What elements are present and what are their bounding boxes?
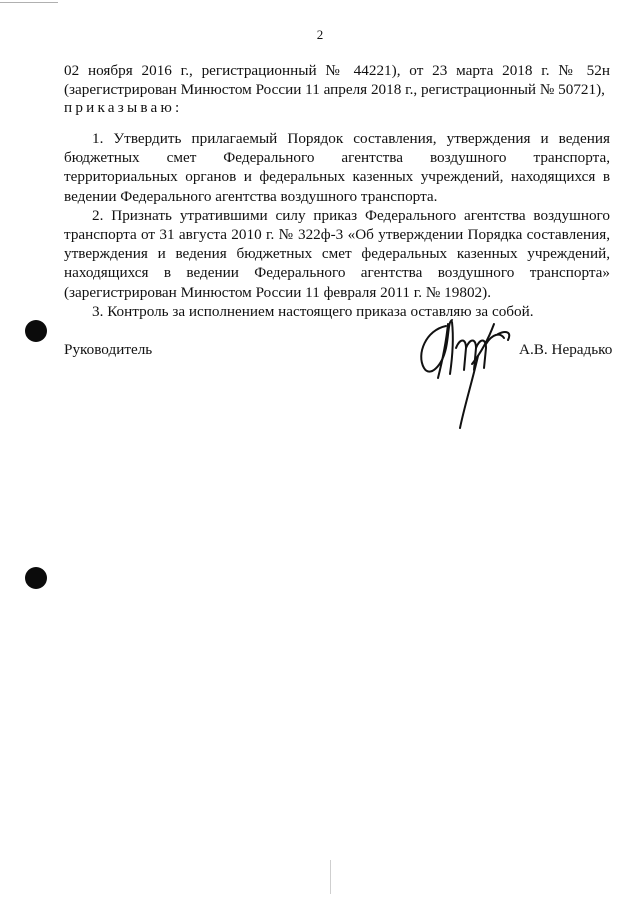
paper-crease xyxy=(330,860,331,894)
signatory-role: Руководитель xyxy=(64,341,153,358)
clause-2: 2. Признать утратившими силу приказ Федерального агентства воздушного транспорта от 31 августа 2010 г. № 322ф-3 «Об утверждении Порядка составления, утверждения и ведения бюджетных смет федеральных казенных учреждений, находящихся в ведении Федерального агентства воздушного транспорта» (зарегистрирован Минюстом России 11 февраля 2011 г. № 19802). xyxy=(64,206,610,301)
order-word: приказываю: xyxy=(64,99,183,116)
scan-edge-line xyxy=(0,2,58,3)
binder-hole-lower xyxy=(25,567,47,589)
order-clauses xyxy=(64,129,610,321)
page-number: 2 xyxy=(316,27,324,42)
intro-paragraph: 02 ноября 2016 г., регистрационный № 44221), от 23 марта 2018 г. № 52н (зарегистрирован Минюстом России 11 апреля 2018 г., регистрационный № 50721), xyxy=(64,62,610,99)
handwritten-signature xyxy=(408,304,528,434)
clause-1: 1. Утвердить прилагаемый Порядок составления, утверждения и ведения бюджетных смет Федерального агентства воздушного транспорта, территориальных органов и федеральных казенных учреждений, находящихся в ведении Федерального агентства воздушного транспорта. xyxy=(64,130,610,205)
clause-3: 3. Контроль за исполнением настоящего приказа оставляю за собой. xyxy=(92,302,534,320)
signatory-name: А.В. Нерадько xyxy=(519,341,613,358)
binder-hole-upper xyxy=(25,320,47,342)
